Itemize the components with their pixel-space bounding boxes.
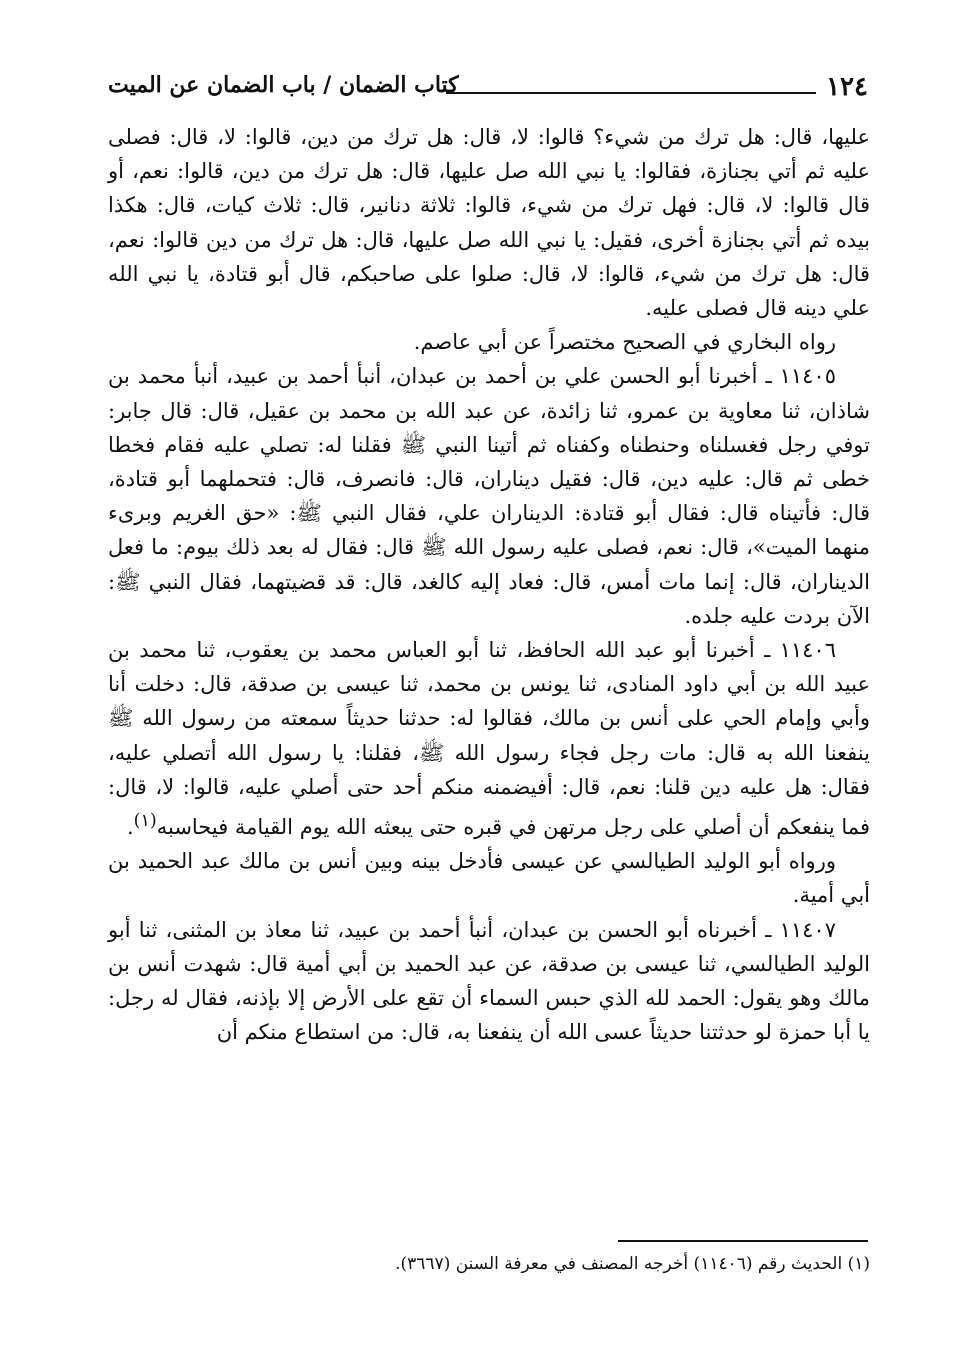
footnote: (١) الحديث رقم (١١٤٠٦) أخرجه المصنف في معرفة السنن (٣٦٦٧).	[395, 1254, 870, 1274]
paragraph-end-mark: .	[126, 815, 134, 840]
paragraph-hadith-11405: ١١٤٠٥ ـ أخبرنا أبو الحسن علي بن أحمد بن عبدان، أنبأ أحمد بن عبيد، أنبأ محمد بن شاذان، ثنا معاوية بن عمرو، ثنا زائدة، عن عبد الله بن محمد بن عقيل، قال: قال جابر: توفي رجل فغسلناه وحنطناه وكفناه ثم أتينا النبي ﷺ فقلنا له: تصلي عليه فقام فخطا خطى ثم قال: عليه دين، قال: فقيل ديناران، قال: فانصرف، قال: فتحملهما أبو قتادة، قال: فأتيناه قال: فقال أبو قتادة: الديناران علي، فقال النبي ﷺ: «حق الغريم وبرىء منهما الميت»، قال: نعم، فصلى عليه رسول الله ﷺ قال: فقال له بعد ذلك بيوم: ما فعل الديناران، قال: إنما مات أمس، قال: فعاد إليه كالغد، قال: قد قضيتهما، فقال النبي ﷺ: الآن بردت عليه جلده.	[108, 364, 870, 628]
paragraph-hadith-11406	[108, 633, 870, 844]
main-text	[108, 120, 870, 1049]
running-title: كتاب الضمان / باب الضمان عن الميت	[108, 72, 459, 98]
page-header	[108, 68, 868, 108]
page-number: ١٢٤	[826, 72, 868, 102]
paragraph-tayalisi-note: ورواه أبو الوليد الطيالسي عن عيسى فأدخل بينه وبين أنس بن مالك عبد الحميد بن أبي أمية.	[108, 849, 870, 908]
paragraph-hadith-11406-text: ١١٤٠٦ ـ أخبرنا أبو عبد الله الحافظ، ثنا أبو العباس محمد بن يعقوب، ثنا محمد بن عبيد الله بن أبي داود المنادى، ثنا يونس بن محمد، ثنا عيسى بن صدقة، قال: دخلت أنا وأبي وإمام الحي على أنس بن مالك، فقالوا له: حدثنا حديثاً سمعته من رسول الله ﷺ ينفعنا الله به قال: مات رجل فجاء رسول الله ﷺ، فقلنا: يا رسول الله أتصلي عليه، فقال: هل عليه دين قلنا: نعم، قال: أفيضمنه منكم أحد حتى أصلي عليه، قالوا: لا، قال: فما ينفعكم أن أصلي على رجل مرتهن في قبره حتى يبعثه الله يوم القيامة فيحاسبه	[108, 638, 870, 840]
footnote-divider	[618, 1240, 868, 1242]
paragraph-continuation: عليها، قال: هل ترك من شيء؟ قالوا: لا، قال: هل ترك من دين، قالوا: لا، قال: فصلى عليه ثم أتي بجنازة، فقالوا: يا نبي الله صل عليها، قال: هل ترك من دين، قالوا: نعم، أو قال قالوا: لا، قال: فهل ترك من شيء، قالوا: ثلاثة دنانير، قال: ثلاث كيات، قال: هكذا بيده ثم أتي بجنازة أخرى، فقيل: يا نبي الله صل عليها، قال: هل ترك من دين قالوا: نعم، قال: هل ترك من شيء، قالوا: لا، قال: صلوا على صاحبكم، قال أبو قتادة، يا نبي الله علي دينه قال فصلى عليه.	[108, 125, 870, 321]
paragraph-bukhari-note: رواه البخاري في الصحيح مختصراً عن أبي عاصم.	[413, 330, 836, 355]
footnote-reference: (١)	[133, 811, 157, 832]
header-divider	[446, 92, 816, 94]
paragraph-hadith-11407: ١١٤٠٧ ـ أخبرناه أبو الحسن بن عبدان، أنبأ أحمد بن عبيد، ثنا معاذ بن المثنى، ثنا أبو الوليد الطيالسي، ثنا عيسى بن صدقة، عن عبد الحميد بن أبي أمية قال: شهدت أنس بن مالك وهو يقول: الحمد لله الذي حبس السماء أن تقع على الأرض إلا بإذنه، فقال له رجل: يا أبا حمزة لو حدثتنا حديثاً عسى الله أن ينفعنا به، قال: من استطاع منكم أن	[108, 917, 870, 1045]
